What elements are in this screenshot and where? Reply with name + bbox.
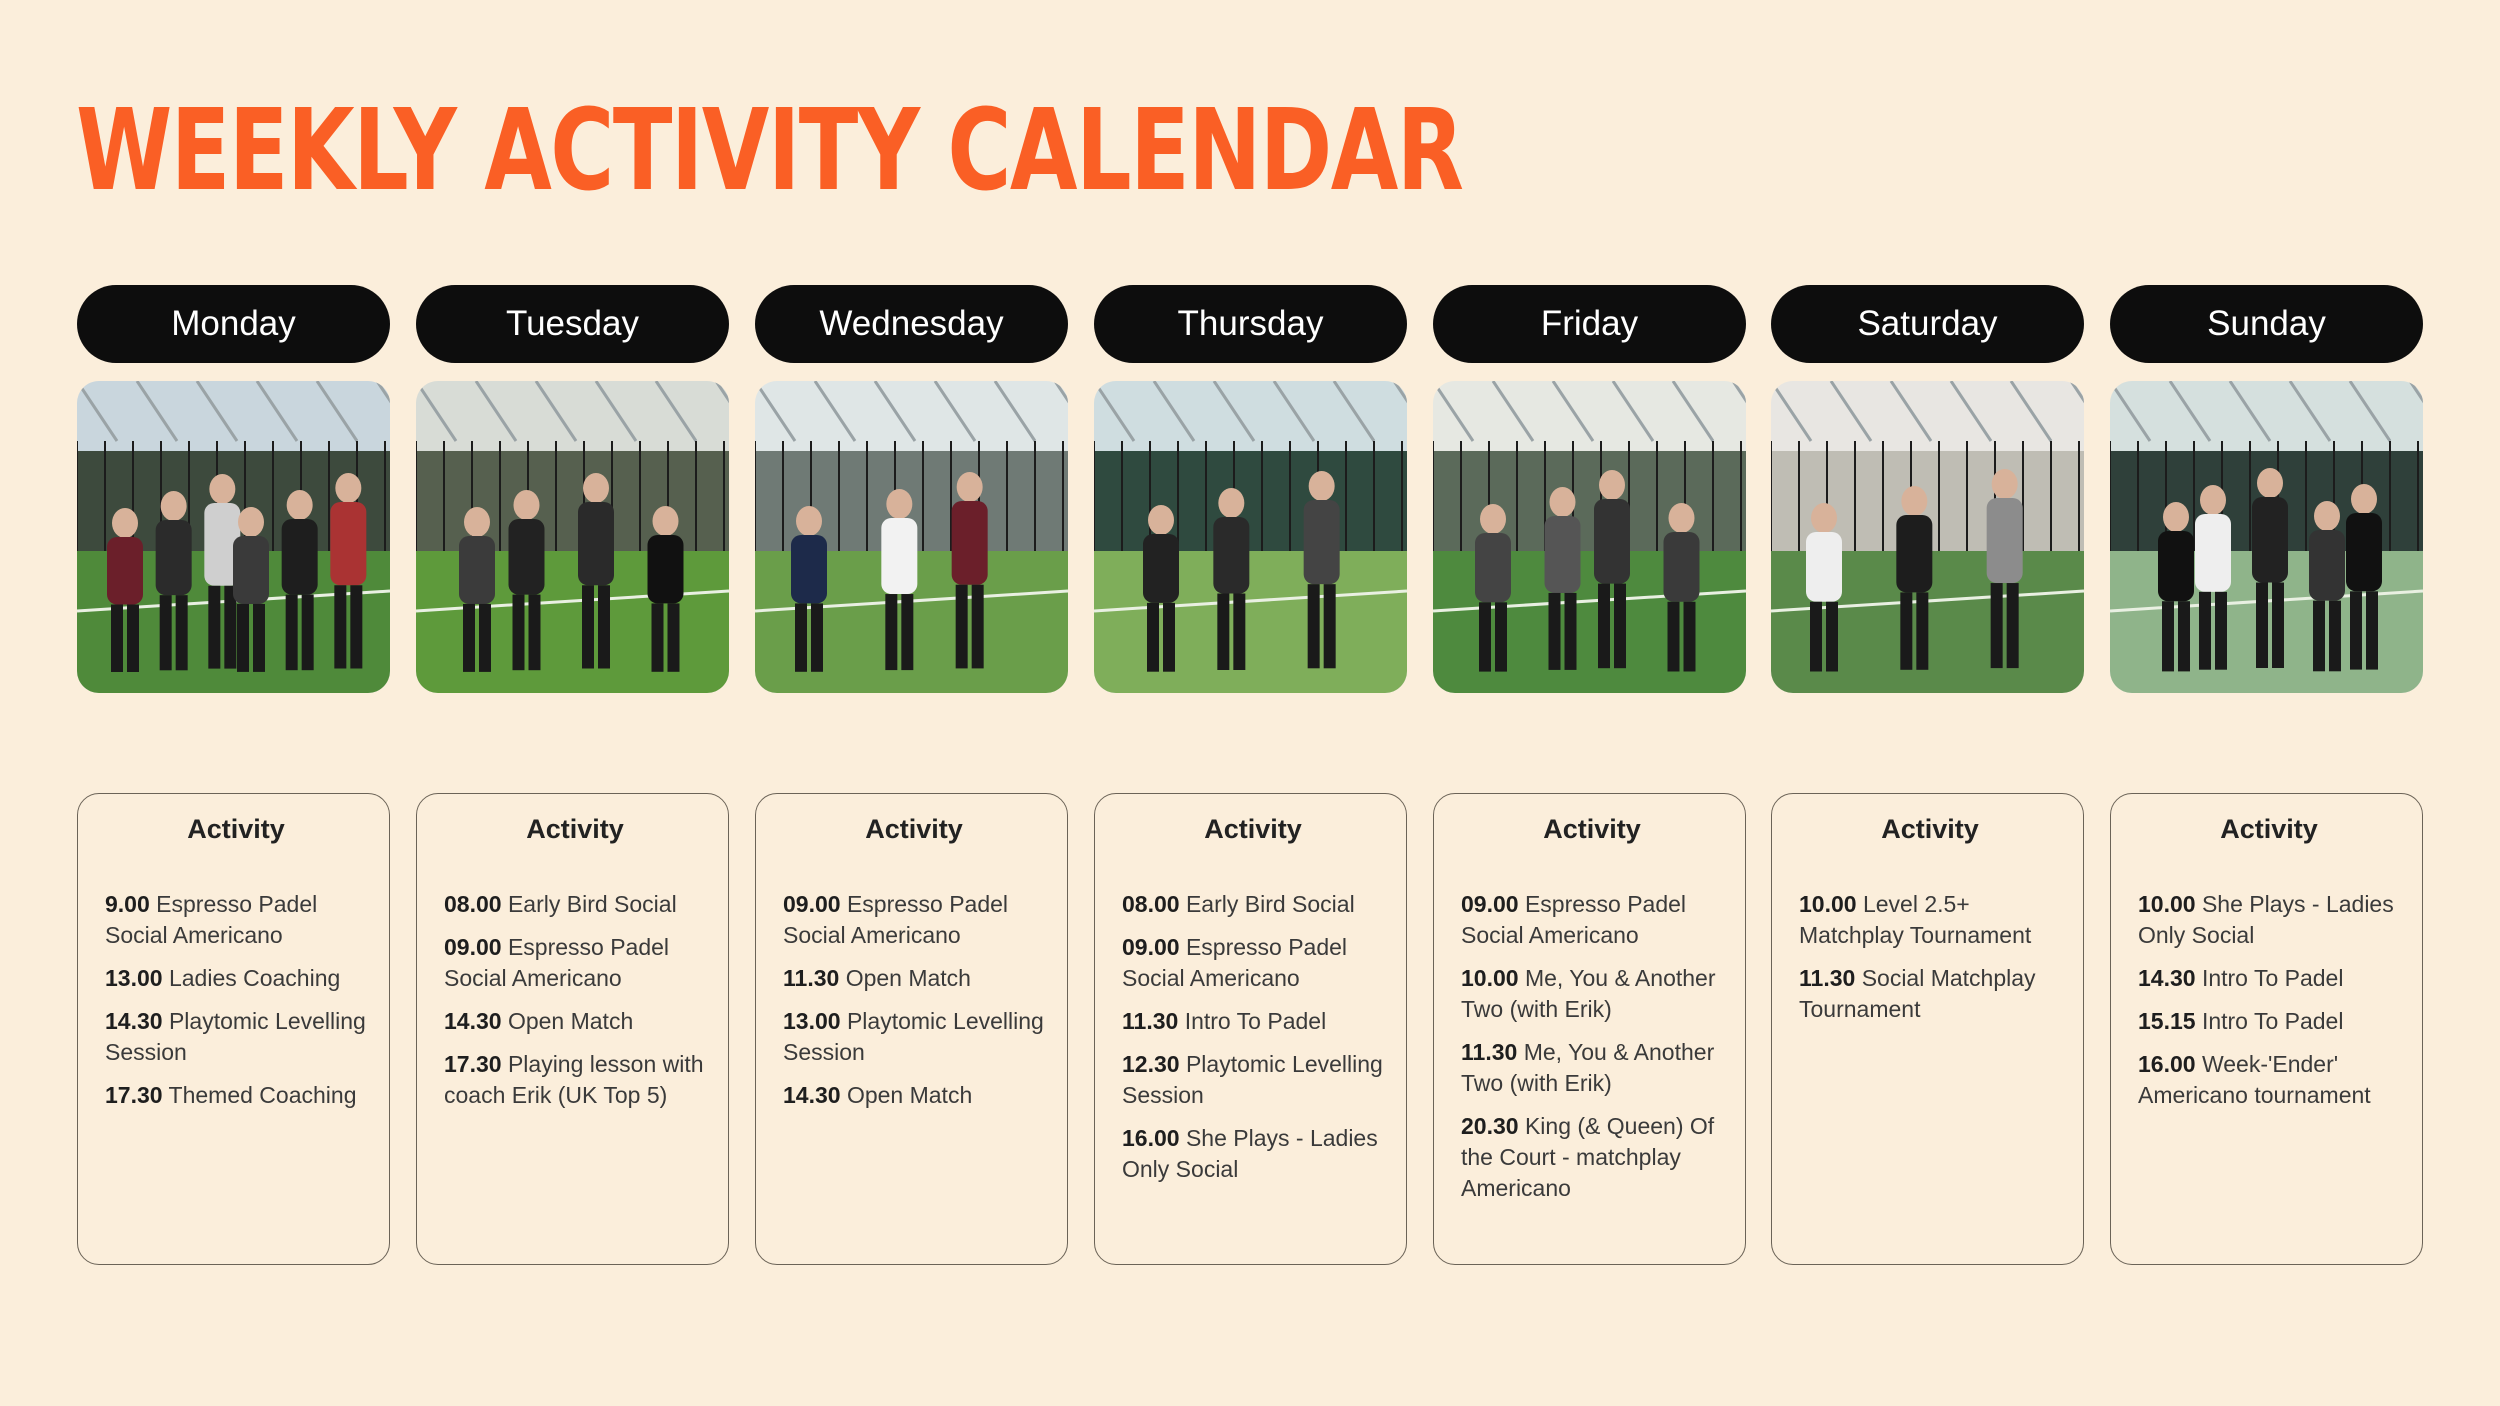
activity-time: 09.00: [783, 891, 841, 917]
activity-item: [1461, 963, 1723, 1025]
activity-label: Me, You & Another Two (with Erik): [1461, 965, 1716, 1022]
activity-item: [783, 963, 1045, 994]
activity-time: 15.15: [2138, 1008, 2196, 1034]
activity-time: 08.00: [1122, 891, 1180, 917]
activity-item: [1461, 1111, 1723, 1204]
activity-item: [1799, 963, 2061, 1025]
padel-coaching-photo: [416, 381, 729, 693]
padel-court-photo: [1094, 381, 1407, 693]
activity-header: Activity: [526, 814, 624, 844]
activity-label: Week-'Ender' Americano tournament: [2138, 1051, 2371, 1108]
activity-time: 10.00: [1461, 965, 1519, 991]
activity-item: [1122, 1049, 1384, 1111]
activity-time: 11.30: [1122, 1008, 1179, 1034]
activity-label: Playtomic Levelling Session: [105, 1008, 366, 1065]
activity-label: Espresso Padel Social Americano: [105, 891, 318, 948]
activity-label: Espresso Padel Social Americano: [1461, 891, 1687, 948]
activity-item: [444, 1049, 706, 1111]
activity-time: 10.00: [1799, 891, 1857, 917]
day-header: Wednesday: [755, 285, 1068, 363]
activity-label: Intro To Padel: [1184, 1008, 1327, 1034]
activity-item: [105, 1006, 367, 1068]
day-column-thursday: [1094, 285, 1407, 1182]
activity-time: 14.30: [105, 1008, 163, 1034]
activity-time: 11.30: [1799, 965, 1856, 991]
activity-item: [1122, 889, 1384, 920]
activity-item: [1122, 1006, 1384, 1037]
activity-label: Social Matchplay Tournament: [1799, 965, 2036, 1022]
activity-item: [1461, 1037, 1723, 1099]
activity-item: [2138, 963, 2400, 994]
activity-item: [1461, 889, 1723, 951]
activity-item: [1122, 932, 1384, 994]
day-column-sunday: [2110, 285, 2423, 1108]
day-header: Monday: [77, 285, 390, 363]
activity-time: 14.30: [783, 1082, 841, 1108]
activity-time: 09.00: [1461, 891, 1519, 917]
activity-label: Espresso Padel Social Americano: [444, 934, 670, 991]
activity-item: [105, 963, 367, 994]
day-column-saturday: [1771, 285, 2084, 1022]
activity-label: Open Match: [846, 1082, 973, 1108]
activity-item: [783, 1006, 1045, 1068]
activity-time: 16.00: [1122, 1125, 1180, 1151]
padel-lounge-photo: [1433, 381, 1746, 693]
activity-header: Activity: [1543, 814, 1641, 844]
activity-time: 13.00: [105, 965, 163, 991]
activity-label: Espresso Padel Social Americano: [1122, 934, 1348, 991]
activity-label: Playing lesson with coach Erik (UK Top 5): [444, 1051, 704, 1108]
padel-players-seated-photo: [1771, 381, 2084, 693]
activity-item: [2138, 889, 2400, 951]
activity-item: [444, 932, 706, 994]
activity-time: 20.30: [1461, 1113, 1519, 1139]
activity-item: [444, 1006, 706, 1037]
activity-label: Me, You & Another Two (with Erik): [1461, 1039, 1715, 1096]
activity-item: [1122, 1123, 1384, 1185]
activity-item: [1799, 889, 2061, 951]
activity-label: Ladies Coaching: [168, 965, 341, 991]
activity-label: Playtomic Levelling Session: [783, 1008, 1044, 1065]
activity-label: Espresso Padel Social Americano: [783, 891, 1009, 948]
activity-label: She Plays - Ladies Only Social: [2138, 891, 2394, 948]
activity-label: Level 2.5+ Matchplay Tournament: [1799, 891, 2032, 948]
activity-time: 13.00: [783, 1008, 841, 1034]
activity-label: Intro To Padel: [2201, 965, 2344, 991]
activity-item: [783, 1080, 1045, 1111]
activity-label: Intro To Padel: [2201, 1008, 2344, 1034]
day-header: Tuesday: [416, 285, 729, 363]
activity-time: 14.30: [444, 1008, 502, 1034]
activity-time: 10.00: [2138, 891, 2196, 917]
activity-header: Activity: [865, 814, 963, 844]
activity-item: [783, 889, 1045, 951]
activity-time: 11.30: [1461, 1039, 1518, 1065]
activity-label: Themed Coaching: [168, 1082, 357, 1108]
activity-card: [1771, 793, 2084, 1265]
activity-header: Activity: [187, 814, 285, 844]
activity-time: 16.00: [2138, 1051, 2196, 1077]
activity-time: 14.30: [2138, 965, 2196, 991]
activity-card: [416, 793, 729, 1265]
activity-item: [105, 1080, 367, 1111]
activity-time: 17.30: [105, 1082, 163, 1108]
activity-label: She Plays - Ladies Only Social: [1122, 1125, 1378, 1182]
padel-group-photo: [77, 381, 390, 693]
activity-time: 12.30: [1122, 1051, 1180, 1077]
activity-label: Open Match: [845, 965, 971, 991]
activity-label: Playtomic Levelling Session: [1122, 1051, 1383, 1108]
day-column-wednesday: [755, 285, 1068, 1108]
activity-time: 08.00: [444, 891, 502, 917]
activity-time: 17.30: [444, 1051, 502, 1077]
padel-handshake-photo: [755, 381, 1068, 693]
activity-item: [444, 889, 706, 920]
activity-time: 09.00: [1122, 934, 1180, 960]
day-header: Sunday: [2110, 285, 2423, 363]
activity-header: Activity: [1881, 814, 1979, 844]
padel-stretching-photo: [2110, 381, 2423, 693]
activity-header: Activity: [2220, 814, 2318, 844]
activity-label: Early Bird Social: [507, 891, 677, 917]
day-header: Saturday: [1771, 285, 2084, 363]
activity-header: Activity: [1204, 814, 1302, 844]
activity-card: [755, 793, 1068, 1265]
activity-card: [77, 793, 390, 1265]
page-title: WEEKLY ACTIVITY CALENDAR: [76, 86, 1463, 216]
activity-label: Early Bird Social: [1185, 891, 1355, 917]
activity-card: [1433, 793, 1746, 1265]
activity-card: [2110, 793, 2423, 1265]
activity-label: King (& Queen) Of the Court - matchplay Americano: [1461, 1113, 1715, 1201]
activity-time: 11.30: [783, 965, 840, 991]
activity-item: [105, 889, 367, 951]
day-header: Thursday: [1094, 285, 1407, 363]
activity-time: 9.00: [105, 891, 150, 917]
day-column-monday: [77, 285, 390, 1108]
day-column-friday: [1433, 285, 1746, 1201]
activity-item: [2138, 1049, 2400, 1111]
activity-label: Open Match: [507, 1008, 634, 1034]
activity-time: 09.00: [444, 934, 502, 960]
activity-card: [1094, 793, 1407, 1265]
activity-item: [2138, 1006, 2400, 1037]
day-header: Friday: [1433, 285, 1746, 363]
day-column-tuesday: [416, 285, 729, 1108]
